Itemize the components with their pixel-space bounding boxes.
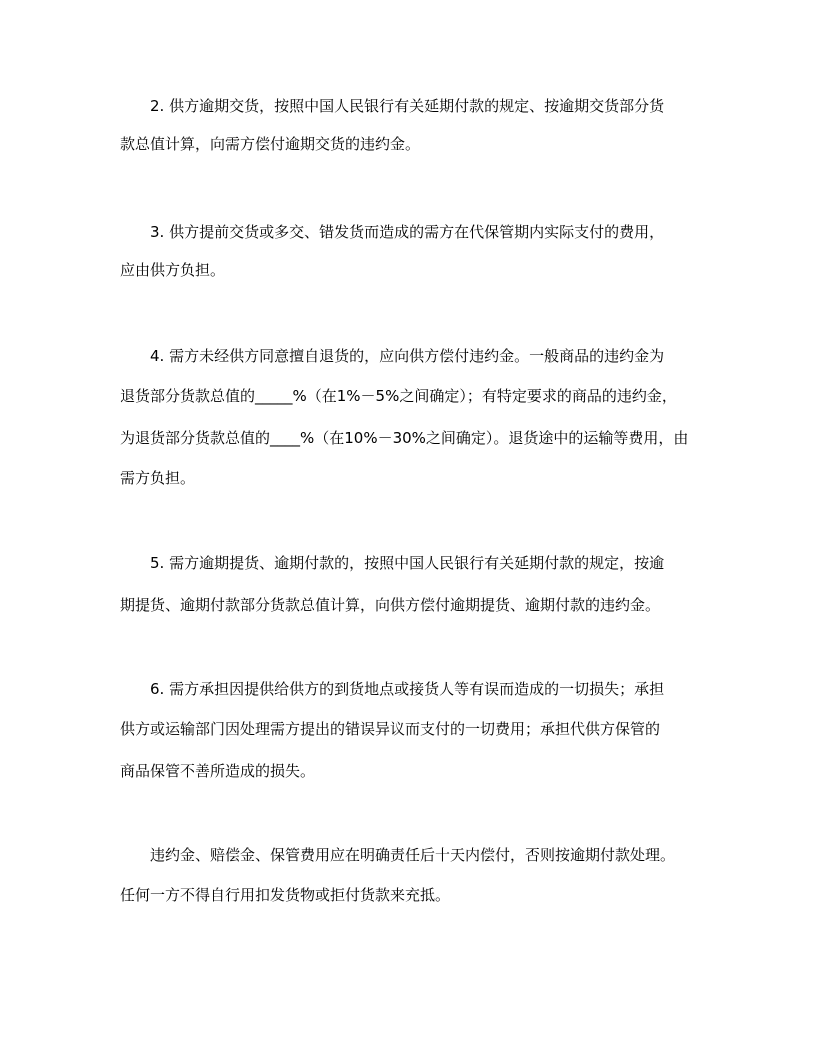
paragraph-line: 任何一方不得自行用扣发货物或拒付货款来充抵。 — [120, 886, 451, 904]
paragraph-line: 应由供方负担。 — [120, 261, 226, 279]
paragraph-line: 为退货部分货款总值的____%（在10%－30%之间确定）。退货途中的运输等费用，由 — [120, 429, 689, 447]
paragraph-line: 3. 供方提前交货或多交、错发货而造成的需方在代保管期内实际支付的费用， — [150, 223, 665, 241]
paragraph-line: 违约金、赔偿金、保管费用应在明确责任后十天内偿付，否则按逾期付款处理。 — [150, 846, 676, 864]
paragraph-line: 5. 需方逾期提货、逾期付款的，按照中国人民银行有关延期付款的规定，按逾 — [150, 554, 665, 572]
paragraph-line: 需方负担。 — [120, 469, 196, 487]
paragraph-line: 2. 供方逾期交货，按照中国人民银行有关延期付款的规定、按逾期交货部分货 — [150, 97, 665, 115]
paragraph-line: 6. 需方承担因提供给供方的到货地点或接货人等有误而造成的一切损失；承担 — [150, 680, 665, 698]
paragraph-line: 退货部分货款总值的_____%（在1%－5%之间确定）；有特定要求的商品的违约金， — [120, 387, 677, 405]
paragraph-line: 款总值计算，向需方偿付逾期交货的违约金。 — [120, 135, 421, 153]
paragraph-line: 期提货、逾期付款部分货款总值计算，向供方偿付逾期提货、逾期付款的违约金。 — [120, 596, 661, 614]
paragraph-line: 商品保管不善所造成的损失。 — [120, 762, 316, 780]
paragraph-line: 4. 需方未经供方同意擅自退货的，应向供方偿付违约金。一般商品的违约金为 — [150, 347, 665, 365]
paragraph-line: 供方或运输部门因处理需方提出的错误异议而支付的一切费用；承担代供方保管的 — [120, 720, 661, 738]
